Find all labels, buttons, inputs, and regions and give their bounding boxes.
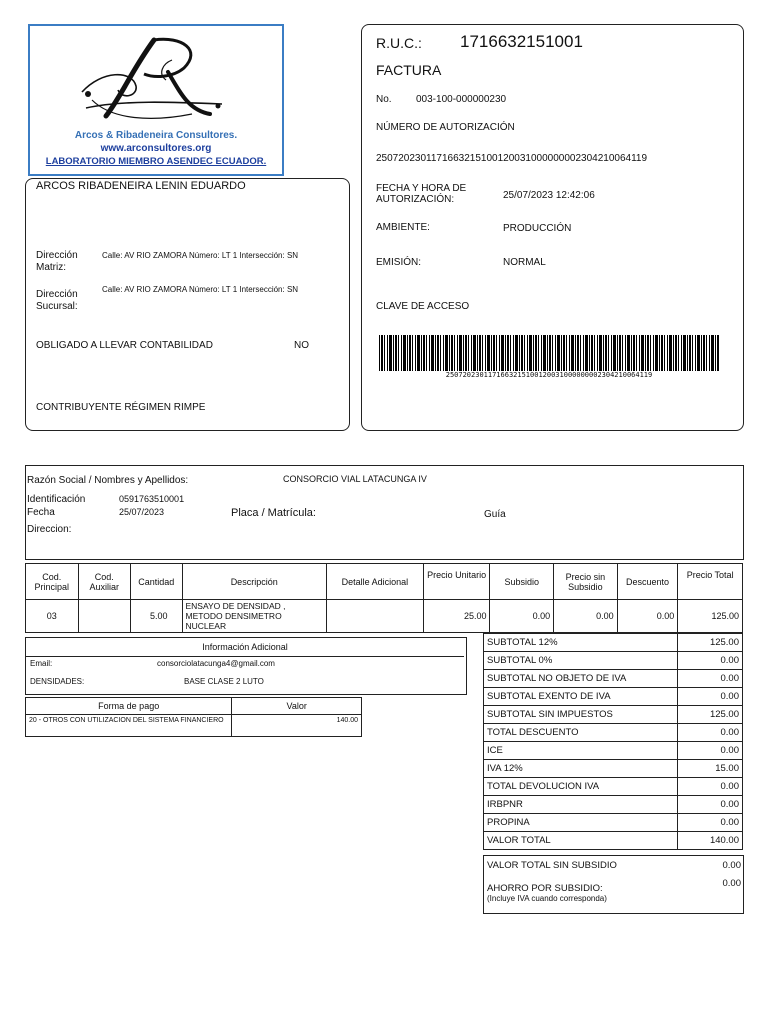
totals-value: 0.00: [678, 814, 743, 832]
ahorro-value: 0.00: [722, 878, 741, 889]
cell-cod-principal: 03: [26, 600, 79, 633]
auth-date-value: 25/07/2023 12:42:06: [503, 190, 595, 201]
totals-label: SUBTOTAL NO OBJETO DE IVA: [484, 670, 678, 688]
totals-row: [484, 814, 743, 832]
totals-value: 0.00: [678, 796, 743, 814]
totals-value: 0.00: [678, 652, 743, 670]
totals-row: [484, 760, 743, 778]
totals-value: 0.00: [678, 724, 743, 742]
emision-label: EMISIÓN:: [376, 257, 422, 268]
direccion-label: Direccion:: [27, 524, 72, 535]
totals-row: [484, 688, 743, 706]
ruc-panel: [361, 24, 744, 431]
pago-valor-value: 140.00: [232, 715, 362, 737]
cell-precio-sin-subsidio: 0.00: [554, 600, 618, 633]
info-densidades-value: BASE CLASE 2 LUTO: [184, 677, 264, 686]
cell-subsidio: 0.00: [490, 600, 554, 633]
totals-label: TOTAL DEVOLUCION IVA: [484, 778, 678, 796]
forma-pago-header: Forma de pago: [26, 698, 232, 715]
fecha-value: 25/07/2023: [119, 507, 165, 517]
cell-precio-unitario: 25.00: [423, 600, 490, 633]
sin-subsidio-value: 0.00: [722, 860, 741, 871]
issuer-name: ARCOS RIBADENEIRA LENIN EDUARDO: [36, 180, 246, 192]
col-precio-unitario: Precio Unitario: [423, 564, 490, 600]
forma-pago-value: 20 - OTROS CON UTILIZACION DEL SISTEMA FINANCIERO: [26, 715, 232, 737]
sin-subsidio-label: VALOR TOTAL SIN SUBSIDIO: [487, 860, 617, 871]
items-header-row: [26, 564, 743, 600]
info-densidades-label: DENSIDADES:: [30, 677, 85, 686]
totals-value: 140.00: [678, 832, 743, 850]
cell-descripcion: ENSAYO DE DENSIDAD , METODO DENSIMETRO NUCLEAR: [182, 600, 326, 633]
totals-value: 0.00: [678, 742, 743, 760]
totals-label: VALOR TOTAL: [484, 832, 678, 850]
invoice-number-label: No.: [376, 94, 392, 105]
col-cod-auxiliar: Cod. Auxiliar: [78, 564, 131, 600]
cell-descuento: 0.00: [617, 600, 678, 633]
authorization-number: 2507202301171663215100120031000000002304210064119: [376, 153, 648, 164]
col-descripcion: Descripción: [182, 564, 326, 600]
totals-table: [483, 633, 743, 850]
ambiente-value: PRODUCCIÓN: [503, 223, 572, 234]
authorization-label: NÚMERO DE AUTORIZACIÓN: [376, 122, 515, 133]
totals-label: SUBTOTAL SIN IMPUESTOS: [484, 706, 678, 724]
col-descuento: Descuento: [617, 564, 678, 600]
logo-lab-label: LABORATORIO MIEMBRO ASENDEC ECUADOR.: [45, 156, 267, 167]
totals-label: IVA 12%: [484, 760, 678, 778]
totals-value: 125.00: [678, 706, 743, 724]
emision-value: NORMAL: [503, 257, 546, 268]
matriz-label: Dirección Matriz:: [36, 250, 78, 273]
items-table: [25, 563, 743, 633]
logo-company-name: Arcos & Ribadeneira Consultores.: [74, 130, 238, 141]
totals-value: 125.00: [678, 634, 743, 652]
auth-date-label: FECHA Y HORA DE AUTORIZACIÓN:: [376, 183, 467, 205]
regimen-label: CONTRIBUYENTE RÉGIMEN RIMPE: [36, 402, 206, 413]
ahorro-label: AHORRO POR SUBSIDIO:: [487, 883, 603, 894]
contabilidad-value: NO: [294, 340, 309, 351]
issuer-panel: [25, 178, 350, 431]
totals-value: 15.00: [678, 760, 743, 778]
matriz-value: Calle: AV RIO ZAMORA Número: LT 1 Intersección: SN: [102, 251, 299, 260]
ahorro-note: (Incluye IVA cuando corresponda): [487, 894, 607, 903]
totals-row: [484, 796, 743, 814]
col-detalle-adicional: Detalle Adicional: [326, 564, 423, 600]
ambiente-label: AMBIENTE:: [376, 222, 430, 233]
ruc-label: R.U.C.:: [376, 35, 422, 51]
valor-header: Valor: [232, 698, 362, 715]
cell-cod-auxiliar: [78, 600, 131, 633]
payment-table: [25, 697, 362, 737]
logo-website: www.arconsultores.org: [100, 143, 212, 154]
totals-label: PROPINA: [484, 814, 678, 832]
totals-row: [484, 634, 743, 652]
totals-label: SUBTOTAL 12%: [484, 634, 678, 652]
cell-detalle: [326, 600, 423, 633]
totals-row: [484, 652, 743, 670]
cell-cantidad: 5.00: [131, 600, 183, 633]
totals-label: IRBPNR: [484, 796, 678, 814]
totals-label: SUBTOTAL 0%: [484, 652, 678, 670]
info-email-label: Email:: [30, 659, 53, 668]
totals-row: [484, 670, 743, 688]
totals-value: 0.00: [678, 670, 743, 688]
info-email-value: consorciolatacunga4@gmail.com: [157, 659, 275, 668]
totals-row: [484, 742, 743, 760]
totals-value: 0.00: [678, 778, 743, 796]
col-cantidad: Cantidad: [131, 564, 183, 600]
table-row: [26, 600, 743, 633]
company-logo: [28, 24, 284, 176]
logo-monogram-icon: [72, 30, 232, 125]
totals-row: [484, 724, 743, 742]
contabilidad-label: OBLIGADO A LLEVAR CONTABILIDAD: [36, 340, 213, 351]
ruc-value: 1716632151001: [460, 32, 583, 51]
doc-type: FACTURA: [376, 62, 442, 78]
razon-social-value: CONSORCIO VIAL LATACUNGA IV: [283, 474, 427, 484]
totals-value: 0.00: [678, 688, 743, 706]
totals-label: TOTAL DESCUENTO: [484, 724, 678, 742]
col-precio-total: Precio Total: [678, 564, 743, 600]
totals-row: [484, 778, 743, 796]
customer-panel: [25, 465, 744, 560]
placa-label: Placa / Matrícula:: [231, 507, 316, 519]
barcode-digits: 2507202301171663215100120031000000002304210064119: [445, 371, 653, 379]
col-precio-sin-subsidio: Precio sin Subsidio: [554, 564, 618, 600]
identificacion-label: Identificación: [27, 494, 86, 505]
razon-social-label: Razón Social / Nombres y Apellidos:: [27, 475, 189, 486]
cell-precio-total: 125.00: [678, 600, 743, 633]
col-subsidio: Subsidio: [490, 564, 554, 600]
totals-label: SUBTOTAL EXENTO DE IVA: [484, 688, 678, 706]
identificacion-value: 0591763510001: [119, 494, 185, 504]
col-cod-principal: Cod. Principal: [26, 564, 79, 600]
totals-label: ICE: [484, 742, 678, 760]
guia-label: Guía: [484, 509, 506, 520]
fecha-label: Fecha: [27, 507, 55, 518]
sucursal-value: Calle: AV RIO ZAMORA Número: LT 1 Intersección: SN: [102, 285, 299, 294]
invoice-number-value: 003-100-000000230: [416, 94, 507, 105]
totals-row: [484, 832, 743, 850]
info-adicional-panel: [25, 637, 467, 695]
totals-row: [484, 706, 743, 724]
barcode: [379, 335, 719, 371]
info-adicional-title: Información Adicional: [26, 638, 464, 657]
clave-acceso-label: CLAVE DE ACCESO: [376, 301, 470, 312]
sucursal-label: Dirección Sucursal:: [36, 289, 78, 312]
subsidio-panel: [483, 855, 744, 914]
